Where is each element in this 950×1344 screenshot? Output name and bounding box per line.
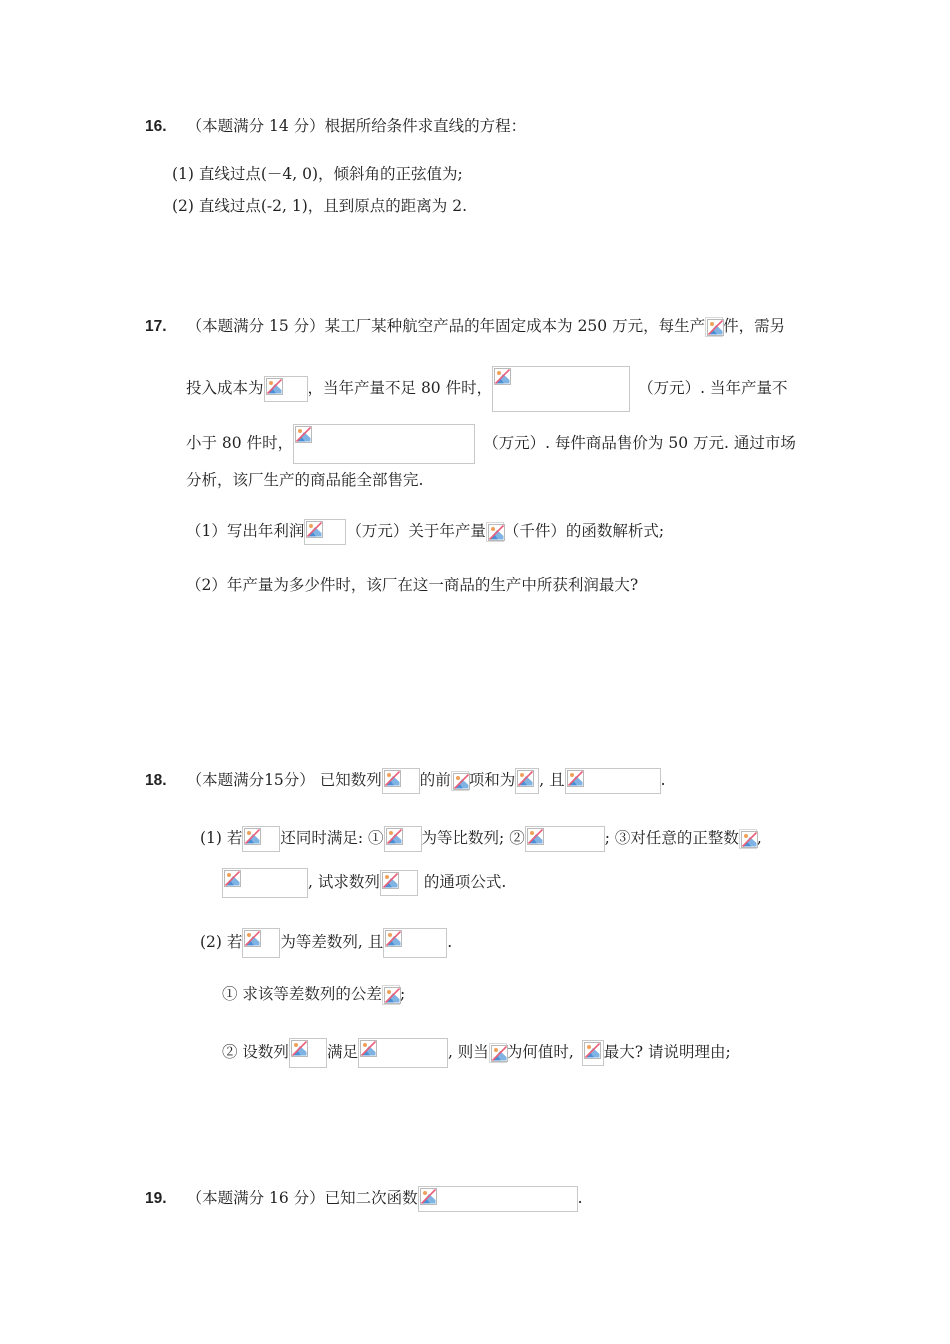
q17-part1 <box>186 519 664 545</box>
broken-image-icon <box>382 985 400 1005</box>
q17-line2-c: （万元）. 当年产量不 <box>638 379 788 397</box>
q18-sub2-b: 满足 <box>326 1043 358 1061</box>
q17-line3 <box>186 424 796 464</box>
q18-sub2 <box>222 1038 731 1068</box>
q18-part2-b: 为等差数列, 且 <box>280 933 384 951</box>
q17-line1 <box>145 316 785 337</box>
q18-part1-cont <box>222 868 506 898</box>
broken-image-icon <box>222 868 308 898</box>
question-number: 17. <box>145 318 167 335</box>
q18-sub2-a: ② 设数列 <box>222 1043 289 1061</box>
broken-image-icon <box>486 522 504 542</box>
q19-line1-b: . <box>577 1189 583 1207</box>
q17-line3-a: 小于 80 件时， <box>186 434 294 452</box>
q18-part2 <box>200 928 452 958</box>
q18-sub2-d: 为何值时, <box>506 1043 574 1061</box>
q18-part1 <box>200 826 762 852</box>
broken-image-icon <box>384 826 422 852</box>
broken-image-icon <box>418 1186 578 1212</box>
broken-image-icon <box>380 870 418 896</box>
broken-image-icon <box>451 771 469 791</box>
q18-line1-a: （本题满分15分） 已知数列 <box>186 771 382 789</box>
broken-image-icon <box>242 826 280 852</box>
q18-sub2-c: , 则当 <box>447 1043 489 1061</box>
q17-part2: （2）年产量为多少件时，该厂在这一商品的生产中所获利润最大? <box>186 576 639 594</box>
question-number: 16. <box>145 118 167 135</box>
broken-image-icon <box>525 826 605 852</box>
q16-stem-text: （本题满分 14 分）根据所给条件求直线的方程： <box>186 117 527 135</box>
q16-part1: (1) 直线过点(－4, 0)，倾斜角的正弦值为; <box>172 165 463 183</box>
broken-image-icon <box>358 1038 448 1068</box>
q18-sub1 <box>222 984 405 1005</box>
q18-part1-b: 还同时满足: ① <box>280 829 384 847</box>
q18-sub1-b: ; <box>399 985 406 1003</box>
q17-line2 <box>186 366 787 412</box>
broken-image-icon <box>492 366 630 412</box>
q17-line2-a: 投入成本为 <box>186 379 264 397</box>
q18-part1-d: ; ③对任意的正整数 <box>604 829 739 847</box>
q18-part1-f: , 试求数列 <box>308 873 380 891</box>
q17-part1-b: （万元）关于年产量 <box>346 522 486 540</box>
broken-image-icon <box>289 1038 327 1068</box>
q19-line1 <box>145 1186 583 1212</box>
q17-part1-c: （千件）的函数解析式; <box>503 522 665 540</box>
broken-image-icon <box>705 317 723 337</box>
q19-line1-a: （本题满分 16 分）已知二次函数 <box>186 1189 418 1207</box>
broken-image-icon <box>304 519 346 545</box>
broken-image-icon <box>383 928 447 958</box>
question-number: 19. <box>145 1190 167 1207</box>
q17-line2-b: ，当年产量不足 80 件时， <box>307 379 493 397</box>
question-number: 18. <box>145 772 167 789</box>
broken-image-icon <box>382 768 420 794</box>
q17-part1-a: （1）写出年利润 <box>186 522 305 540</box>
broken-image-icon <box>293 424 475 464</box>
q18-line1 <box>145 768 666 794</box>
broken-image-icon <box>264 376 308 402</box>
q17-line1-tail: 件，需另 <box>723 317 786 335</box>
broken-image-icon <box>515 768 539 794</box>
q18-part2-a: (2) 若 <box>200 933 243 951</box>
broken-image-icon <box>242 928 280 958</box>
q18-part1-a: (1) 若 <box>200 829 243 847</box>
broken-image-icon <box>489 1043 507 1063</box>
q18-sub1-a: ① 求该等差数列的公差 <box>222 985 382 1003</box>
q17-line3-b: （万元）. 每件商品售价为 50 万元. 通过市场 <box>483 434 796 452</box>
q18-part1-e: , <box>756 829 762 847</box>
q18-part1-g: 的通项公式. <box>423 873 507 891</box>
broken-image-icon <box>739 829 757 849</box>
q18-sub2-e: 最大? 请说明理由; <box>603 1043 731 1061</box>
q18-line1-d: , 且 <box>539 771 565 789</box>
q17-line1-text: （本题满分 15 分）某工厂某种航空产品的年固定成本为 250 万元，每生产 <box>186 317 706 335</box>
broken-image-icon <box>565 768 661 794</box>
q18-part1-c: 为等比数列; ② <box>421 829 525 847</box>
q18-line1-b: 的前 <box>419 771 451 789</box>
q18-line1-c: 项和为 <box>468 771 516 789</box>
q18-part2-c: . <box>447 933 453 951</box>
q16-part2: (2) 直线过点(-2, 1)，且到原点的距离为 2. <box>172 197 468 215</box>
q16-stem <box>145 116 526 137</box>
q17-line4: 分析，该厂生产的商品能全部售完. <box>186 471 424 489</box>
broken-image-icon <box>582 1040 604 1066</box>
q18-line1-e: . <box>660 771 666 789</box>
